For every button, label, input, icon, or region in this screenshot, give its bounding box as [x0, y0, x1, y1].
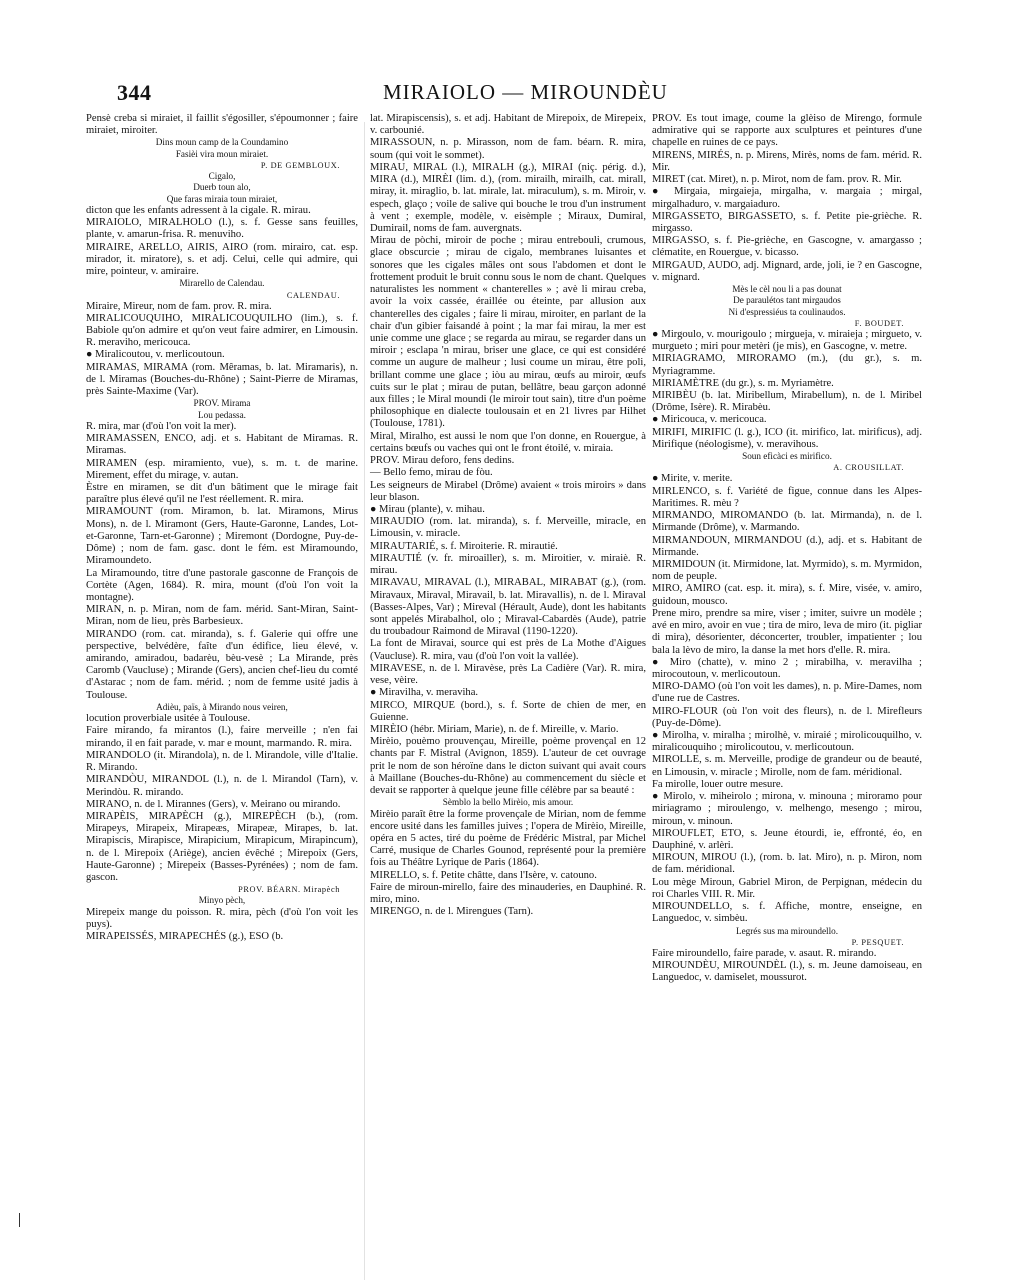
dictionary-entry: ● Miricouca, v. mericouca. — [652, 414, 767, 426]
source-attribution: P. DE GEMBLOUX. — [260, 161, 340, 171]
dictionary-entry: lat. Mirapiscensis), s. et adj. Habitant de Mirepoix, de Mirepeix, v. carbounié. — [370, 113, 646, 137]
dictionary-entry: locution proverbiale usitée à Toulouse. — [86, 713, 251, 725]
column-right — [652, 113, 922, 984]
quotation-line: Minyo pèch, — [198, 895, 246, 906]
dictionary-entry: MIRELLO, s. f. Petite châtte, dans l'Isère, v. catouno. — [370, 869, 597, 881]
dictionary-entry: MIRANDO (rom. cat. miranda), s. f. Galerie qui offre une perspective, belvédère, faîte d'un édifice, lieu élevé, v. amirando, amiradou, badarèu, bèu-vesè ; La Mirande, près Caromb (Vaucluse) ; Mirande (Gers), ancien chef-lieu du comté d'Astarac ; nom de fam. mérid. ; nom de femme usité jadis à Toulouse. — [86, 628, 358, 701]
dictionary-entry: MIRLENCO, s. f. Variété de figue, connue dans les Alpes-Maritimes. R. mèu ? — [652, 485, 922, 509]
dictionary-entry: Pensè creba si miraiet, il faillit s'égosiller, s'époumonner ; faire miraiet, miroiter. — [86, 113, 358, 137]
dictionary-entry: MIRIAMÈTRE (du gr.), s. m. Myriamètre. — [652, 377, 834, 389]
dictionary-entry: dicton que les enfants adressent à la cigale. R. mirau. — [86, 204, 311, 216]
dictionary-entry: MIRCO, MIRQUE (bord.), s. f. Sorte de chien de mer, en Guienne. — [370, 699, 646, 723]
dictionary-entry: ● Miralicoutou, v. merlicoutoun. — [86, 349, 225, 361]
dictionary-entry: MIRENS, MIRÉS, n. p. Mirens, Mirès, noms de fam. mérid. R. Mir. — [652, 149, 922, 173]
dictionary-entry: Mirèio paraît être la forme provençale de Mirian, nom de femme encore usité dans les familles juives ; l'opera de Mirèio, Mireille, opéra en 5 actes, tiré du poème de Frédéric Mistral, par Michel Carré, musique de Charles Gounod, représenté pour la première fois au Théâtre Lyrique de Paris (1864). — [370, 808, 646, 869]
dictionary-entry: MIRAUDIO (rom. lat. miranda), s. f. Merveille, miracle, en Limousin, v. miracle. — [370, 516, 646, 540]
dictionary-entry: MIRIFI, MIRIFIC (l. g.), ICO (it. mirifico, lat. mirificus), adj. Mirifique (néologisme), v. meravihous. — [652, 426, 922, 450]
source-attribution: A. CROUSILLAT. — [833, 463, 904, 473]
source-attribution: P. PESQUET. — [851, 937, 904, 947]
column-left — [86, 113, 358, 943]
quotation-line: Cigalo, — [208, 171, 236, 182]
column-divider — [364, 122, 365, 1280]
dictionary-entry: MIRAUTARIÉ, s. f. Miroiterie. R. mirautié. — [370, 540, 558, 552]
dictionary-entry: MIRGASSETO, BIRGASSETO, s. f. Petite pie-grièche. R. mirgasso. — [652, 210, 922, 234]
dictionary-entry: — Bello femo, mirau de fòu. — [370, 467, 493, 479]
quotation-line: Soun eficàci es mirifico. — [742, 451, 832, 462]
source-attribution: F. BOUDET. — [854, 318, 904, 328]
dictionary-entry: Èstre en miramen, se dit d'un bâtiment que le mirage fait paraître plus élevé qu'il ne l'est réellement. R. mira. — [86, 481, 358, 506]
dictionary-entry: Faire de miroun-mirello, faire des minauderies, en Dauphiné. R. miro, mino. — [370, 881, 646, 906]
dictionary-entry: MIRALICOUQUIHO, MIRALICOUQUILHO (lim.), s. f. Babiole qu'on admire et qu'on veut faire admirer, en Limousin. R. meraviho, mericouca. — [86, 312, 358, 349]
dictionary-entry: MIRO-DAMO (où l'on voit les dames), n. p. Mire-Dames, nom d'une rue de Castres. — [652, 681, 922, 705]
dictionary-entry: MIROUN, MIROU (l.), (rom. b. lat. Miro), n. p. Miron, nom de fam. méridional. — [652, 852, 922, 876]
quotation-line: PROV. Mirama — [193, 398, 251, 409]
dictionary-entry: MIRANDÒU, MIRANDOL (l.), n. de l. Mirandol (Tarn), v. Merindòu. R. mirando. — [86, 774, 358, 798]
dictionary-entry: Prene miro, prendre sa mire, viser ; imiter, suivre un modèle ; avé en miro, avoir en vue ; tira de miro, leva de miro (it. pigliar di mira), désorienter, déconcerter, troubler, impatienter ; lou bala la lèvo de miro, la danse la met hors d'elle. R. mira. — [652, 607, 922, 656]
dictionary-entry: MIRÈIO (hébr. Miriam, Marie), n. de f. Mireille, v. Mario. — [370, 723, 619, 735]
dictionary-entry: Mirepeix mange du poisson. R. mira, pèch (d'où l'on voit les puys). — [86, 906, 358, 930]
dictionary-entry: MIRO-FLOUR (où l'on voit des fleurs), n. de l. Mirefleurs (Puy-de-Dôme). — [652, 705, 922, 729]
dictionary-entry: Faire miroundello, faire parade, v. asaut. R. mirando. — [652, 947, 877, 959]
dictionary-entry: Miral, Miralho, est aussi le nom que l'on donne, en Rouergue, à certains bœufs ou vaches qui ont le front étoilé, v. miraia. — [370, 430, 646, 454]
dictionary-entry: MIRGAUD, AUDO, adj. Mignard, arde, joli, ie ? en Gascogne, v. mignard. — [652, 259, 922, 283]
dictionary-entry: MIROUNDÈU, MIROUNDÈL (l.), s. m. Jeune damoiseau, en Languedoc, v. damiselet, moussurot. — [652, 960, 922, 984]
quotation-line: Ni d'espressiéus ta coulinaudos. — [728, 306, 846, 317]
quotation-line: Legrés sus ma miroundello. — [735, 925, 839, 936]
dictionary-entry: MIRAMAS, MIRAMA (rom. Mêramas, b. lat. Miramaris), n. de l. Miramas (Bouches-du-Rhône) ; Saint-Pierre de Miramas, près Sainte-Maxime (Var). — [86, 361, 358, 398]
dictionary-entry: MIRMIDOUN (it. Mirmidone, lat. Myrmido), s. m. Myrmidon, nom de peuple. — [652, 558, 922, 583]
page-number: 344 — [117, 80, 152, 105]
dictionary-entry: PROV. Mirau deforo, fens dedins. — [370, 455, 515, 467]
dictionary-entry: MIRAIOLO, MIRALHOLO (l.), s. f. Gesse sans feuilles, plante, v. amarun-frisa. R. menuviho. — [86, 217, 358, 241]
quotation-line: Que faras miraia toun miraiet, — [166, 193, 278, 204]
dictionary-entry: La font de Miravai, source qui est près de La Mothe d'Aigues (Vaucluse). R. mira, vau (d'où l'on voit la vallée). — [370, 638, 646, 662]
dictionary-entry: R. mira, mar (d'où l'on voit la mer). — [86, 420, 237, 432]
dictionary-entry: MIRENGO, n. de l. Mirengues (Tarn). — [370, 906, 534, 918]
dictionary-entry: MIROUNDELLO, s. f. Affiche, montre, enseigne, en Languedoc, v. simbèu. — [652, 901, 922, 925]
dictionary-entry: MIRAN, n. p. Miran, nom de fam. mérid. Sant-Miran, Saint-Miran, nom de lieu, près Barbesieux. — [86, 604, 358, 628]
source-attribution: CALENDAU. — [286, 290, 340, 300]
dictionary-entry: MIRANDOLO (it. Mirandola), n. de l. Mirandole, ville d'Italie. R. Mirando. — [86, 749, 358, 774]
dictionary-entry: MIROLLE, s. m. Merveille, prodige de grandeur ou de beauté, en Limousin, v. miracle ; Mirolle, nom de fam. méridional. — [652, 754, 922, 778]
dictionary-entry: Les seigneurs de Mirabel (Drôme) avaient « trois miroirs » dans leur blason. — [370, 479, 646, 503]
quotation-line: Sèmblo la bello Mirèio, mis amour. — [442, 797, 574, 808]
quotation-line: Fasièi vira moun miraiet. — [175, 148, 269, 159]
dictionary-entry: ● Mirite, v. merite. — [652, 473, 733, 485]
dictionary-entry: MIRIBÈU (b. lat. Miribellum, Mirabellum), n. de l. Miribel (Drôme, Isère). R. Mirabèu. — [652, 390, 922, 414]
dictionary-entry: ● Miro (chatte), v. mino 2 ; mirabilha, v. meravilha ; mirocoutoun, v. merlicoutoun. — [652, 656, 922, 680]
dictionary-entry: Miraire, Mireur, nom de fam. prov. R. mira. — [86, 300, 272, 312]
dictionary-entry: MIRO, AMIRO (cat. esp. it. mira), s. f. Mire, visée, v. amiro, guidoun, mousco. — [652, 583, 922, 607]
quotation-line: Duerb toun alo, — [193, 182, 251, 193]
margin-mark — [19, 1213, 20, 1227]
quotation-line: Dins moun camp de la Coundamino — [155, 137, 289, 148]
dictionary-entry: ● Mirgoulo, v. mourigoulo ; mirgueja, v. miraieja ; mirgueto, v. murgueto ; miri pour metèri (je mis), en Gascogne, v. metre. — [652, 328, 922, 353]
dictionary-entry: Lou mège Miroun, Gabriel Miron, de Perpignan, médecin du roi Charles VIII. R. Mir. — [652, 876, 922, 900]
dictionary-entry: ● Mirgaia, mirgaieja, mirgalha, v. margaia ; mirgal, mirgalhaduro, v. margaiaduro. — [652, 186, 922, 210]
quotation-line: Mirarello de Calendau. — [179, 278, 265, 289]
dictionary-entry: ● Mirolo, v. miheirolo ; mirona, v. minouna ; miroramo pour miriagramo ; miroulengo, v. melhengo, mesengo ; mirou, miroun, v. minoun. — [652, 791, 922, 827]
dictionary-entry: MIRAMOUNT (rom. Miramon, b. lat. Miramons, Mirus Mons), n. de l. Miramont (Gers, Haute-Garonne, Landes, Lot-et-Garonne, Tarn-et-Garonne) ; Miremont (Dordogne, Puy-de-Dôme) ; nom de fam. gasc. dont le fém. est Miramoundo, Miramoundeto. — [86, 506, 358, 567]
dictionary-entry: PROV. Es tout image, coume la glèiso de Mirengo, formule admirative qui se rapporte aux sculptures et peintures d'une chapelle en ruines de ce pays. — [652, 113, 922, 149]
dictionary-entry: ● Miravilha, v. meraviha. — [370, 687, 479, 699]
dictionary-entry: Mirau de pòchi, miroir de poche ; mirau entrebouli, crumous, glace obscurcie ; mirau de cigalo, membranes luisantes et sonores que les cigales mâles ont sous l'abdomen et dont le frottement produit le bruit connu sous le nom de chant. Quelques naturalistes les nomment « chanterelles » ; avè li mirau creba, avoir la voix cassée, éraillée ou éteinte, par allusion aux chanterelles des cigales ; faire li mirau, miroiter, en parlant de la chair d'un gibier faisandé à point ; la mar fai mirau, la mer est unie comme une glace ; se regarda au mirau, se regarder dans un miroir ; esclapa 'n mirau, briser une glace, ce qui est considéré comme un augure de malheur ; lusi coume un mirau, être poli, brillant comme une glace ; iòu au mirau, œufs au miroir, œufs cuits sur le plat ; mirau de putan, bellâtre, beau garçon adonné aux filles ; le Miral moundi (le miroir tout sain), titre d'un poème philosophique en dialecte toulousain et en 21 livres par Hilhet (Toulouse, 1781). — [370, 235, 646, 430]
dictionary-entry: MIRAUTIÉ (v. fr. miroailler), s. m. Miroitier, v. miraiè. R. mirau. — [370, 552, 646, 577]
dictionary-entry: MIRANO, n. de l. Mirannes (Gers), v. Meirano ou mirando. — [86, 798, 341, 810]
dictionary-entry: ● Mirau (plante), v. mihau. — [370, 504, 485, 515]
dictionary-entry: MIRASSOUN, n. p. Mirasson, nom de fam. béarn. R. mira, soum (qui voit le sommet). — [370, 137, 646, 161]
dictionary-entry: MIROUFLET, ETO, s. Jeune étourdi, ie, effronté, éo, en Dauphiné, v. arlèri. — [652, 827, 922, 851]
dictionary-entry: Faire mirando, fa mirantos (l.), faire merveille ; n'en fai mirando, il en fait parade, v. mar e mount, marmando. R. mira. — [86, 725, 358, 749]
dictionary-entry: MIRAVESE, n. de l. Miravèse, près La Cadière (Var). R. mira, vese, vèire. — [370, 662, 646, 687]
running-title: MIRAIOLO — MIROUNDÈU — [383, 80, 668, 104]
quotation-line: De paraulétos tant mirgaudos — [733, 295, 841, 306]
source-attribution: PROV. BÉARN. Mirapèch — [238, 885, 340, 895]
dictionary-entry: MIRAIRE, ARELLO, AIRIS, AIRO (rom. mirairo, cat. esp. mirador, it. miratore), s. et adj. Celui, celle qui admire, qui mire, pointeur, v. amiraire. — [86, 241, 358, 278]
column-middle — [370, 113, 646, 919]
dictionary-entry: MIRMANDOUN, MIRMANDOU (d.), adj. et s. Habitant de Mirmande. — [652, 534, 922, 558]
dictionary-entry: MIRMANDO, MIROMANDO (b. lat. Mirmanda), n. de l. Mirmande (Drôme), v. Marmando. — [652, 510, 922, 534]
quotation-line: Lou pedassa. — [198, 409, 246, 420]
dictionary-entry: Mirèio, pouèmo prouvençau, Mireille, poème provençal en 12 chants par F. Mistral (Avignon, 1859). L'auteur de cet ouvrage prit le nom de son héroïne dans le dicton suivant qui avait cours à Maillane (Bouches-du-Rhône) au commencement du siècle et devait se rapporter à quelque jeune fille célèbre par sa beauté : — [370, 736, 646, 797]
dictionary-entry: MIRAPÈIS, MIRAPÈCH (g.), MIREPÈCH (b.), (rom. Mirapeys, Mirapeix, Mirapeæs, Mirapeæ, Mirapes, b. lat. Mirapiscis, Mirapisce, Mirapicium, Mirapicum, Mirapincum), n. de l. Mirepoix (Ariège), ancien évêché ; Mirepoix (Gers, Haute-Garonne) ; Mirepeix (Basses-Pyrénées) ; nom de fam. gascon. — [86, 810, 358, 884]
dictionary-entry: MIRET (cat. Miret), n. p. Mirot, nom de fam. prov. R. Mir. — [652, 174, 902, 186]
dictionary-entry: MIRAPEISSÉS, MIRAPECHÉS (g.), ESO (b. — [86, 931, 284, 942]
dictionary-entry: MIRIAGRAMO, MIRORAMO (m.), (du gr.), s. m. Myriagramme. — [652, 353, 922, 377]
dictionary-entry: MIRAVAU, MIRAVAL (l.), MIRABAL, MIRABAT (g.), (rom. Miravaux, Miraval, Miravail, b. lat. Miravallis), n. de l. Miraval (Basses-Alpes, Var) ; Mireval (Hérault, Aude), dont les habitants sont appelés Mirabalhol, olo ; Miraval-Cabardès (Aude), patrie du troubadour Raimond de Miraval (1190-1220). — [370, 577, 646, 638]
dictionary-entry: MIRGASSO, s. f. Pie-grièche, en Gascogne, v. amargasso ; clématite, en Rouergue, v. bicasso. — [652, 235, 922, 259]
quotation-line: Mès le cèl nou li a pas dounat — [732, 284, 842, 295]
dictionary-entry: MIRAU, MIRAL (l.), MIRALH (g.), MIRAI (niç. périg. d.), MIRA (d.), MIRÈI (lim. d.), (rom. mirailh, mirailh, cat. mirall, miray, it. miraglio, b. lat. mirale, lat. miraculum), s. m. Miroir, v. espech, glaço ; voile de salive qui bouche le trou d'un instrument à vent ; exemple, modèle, v. eisèmple ; Miraux, Dumiral, Dumirail, noms de fam. auvergnats. — [370, 161, 646, 234]
dictionary-entry: ● Mirolha, v. miralha ; mirolhè, v. miraié ; mirolicouquilho, v. miralicouquiho ; mirolicoutou, v. merlicoutoun. — [652, 730, 922, 754]
dictionary-entry: MIRAMEN (esp. miramiento, vue), s. m. t. de marine. Mirement, effet du mirage, v. autan. — [86, 457, 358, 481]
dictionary-entry: MIRAMASSEN, ENCO, adj. et s. Habitant de Miramas. R. Miramas. — [86, 433, 358, 457]
dictionary-entry: Fa mirolle, louer outre mesure. — [652, 778, 784, 790]
dictionary-entry: La Miramoundo, titre d'une pastorale gasconne de François de Cortète (Agen, 1684). R. mira, mount (d'où l'on voit la montagne). — [86, 567, 358, 603]
quotation-line: Adièu, païs, à Mirando nous veiren, — [156, 701, 288, 712]
